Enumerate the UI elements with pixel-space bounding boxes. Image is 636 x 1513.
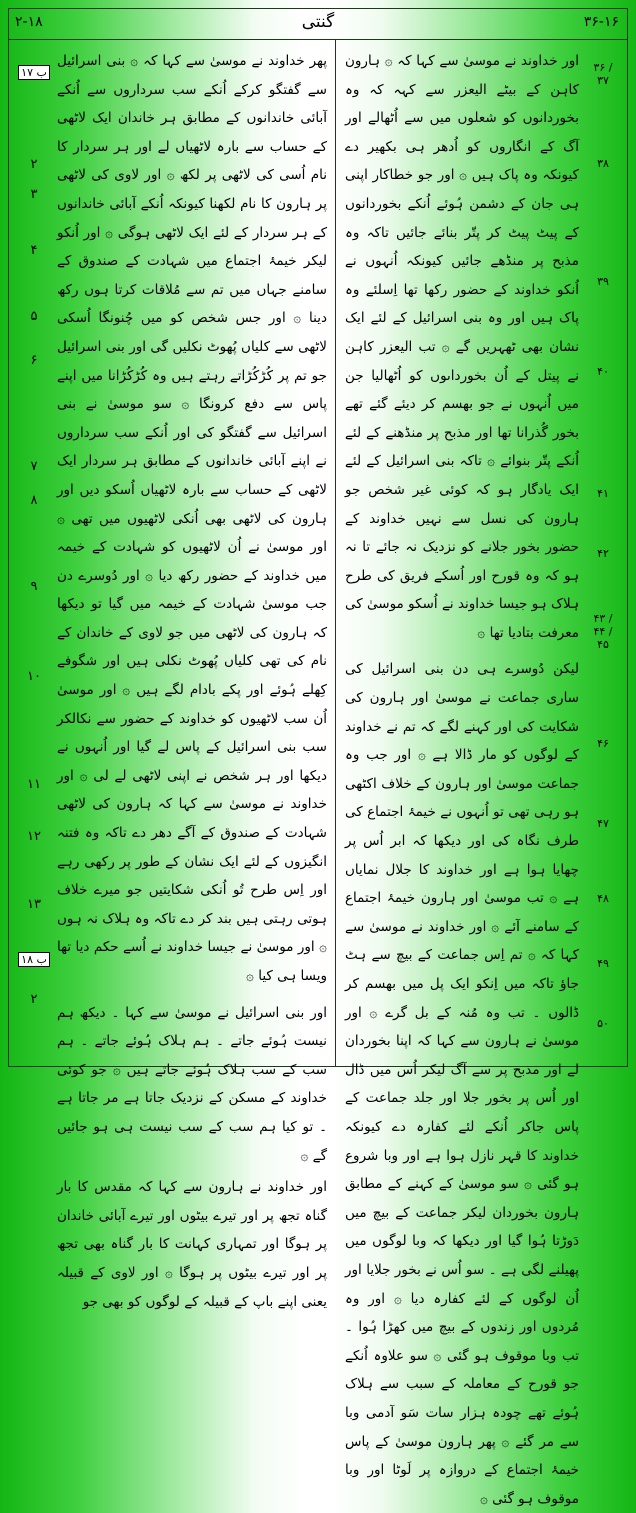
verse-number: ۴۳ / ۴۴ / ۴۵ xyxy=(593,612,613,651)
paragraph-right-2: لیکن دُوسرے ہی دن بنی اسرائیل کی ساری جماعت نے موسیٰ اور ہارون کی شکایت کی اور کہنے لگے کہ تم نے خداوند کے لوگوں کو مار ڈالا ہے ۞ اور جب وہ جماعت موسیٰ اور ہارون کے خلاف اکٹھی ہو رہی تھی تو اُنہوں نے خیمۂ اجتماع کی طرف نگاہ کی اور دیکھا کہ ابر اُس پر چھایا ہوا ہے اور خداوند کا جلال نمایاں ہے ۞ تب موسیٰ اور ہارون خیمۂ اجتماع کے سامنے آئے ۞ اور خداوند نے موسیٰ سے کہا کہ ۞ تم اِس جماعت کے بیچ سے ہٹ جاؤ تاکہ میں اِنکو ایک پل میں بھسم کر ڈالوں ۔ تب وہ مُنہ کے بل گرے ۞ اور موسیٰ نے ہارون سے کہا کہ اپنا بخوردان لے اور مذبح پر سے آگ لیکر اُس میں ڈال اور اُس پر بخور جلا اور جلد جماعت کے پاس جاکر اُنکے لئے کفارہ دے کیونکہ خداوند کا قہر نازل ہوا ہے اور وبا شروع ہو گئی ۞ سو موسیٰ کے کہنے کے مطابق ہارون بخوردان لیکر جماعت کے بیچ میں دَوڑتا ہُوا گیا اور دیکھا کہ وبا لوگوں میں پھیلنے لگی ہے ۔ سو اُس نے بخور جلایا اور اُن لوگوں کے لئے کفارہ دیا ۞ اور وہ مُردوں اور زندوں کے بیچ میں کھڑا ہُوا ۔ تب وبا موقوف ہو گئی ۞ سو علاوہ اُنکے جو قورح کے معاملہ کے سبب سے ہلاک ہُوئے تھے چودہ ہزار سات سَو آدمی وبا سے مر گئے ۞ پھر ہارون موسیٰ کے پاس خیمۂ اجتماع کے دروازہ پر لَوٹا اور وبا موقوف ہو گئی ۞ xyxy=(345,661,579,1507)
verse-numbers-left xyxy=(17,47,51,1057)
chapter-mark xyxy=(17,952,51,967)
verse-number: ۱۳ xyxy=(27,897,41,912)
verse-number: ۶ xyxy=(30,353,38,368)
verse-number: ۴۶ xyxy=(597,737,609,750)
verse-number: ۵۰ xyxy=(597,1017,609,1030)
left-column xyxy=(57,47,327,1310)
verse-number: ۴۲ xyxy=(597,547,609,560)
chapter-mark-top: ۱۷ ب xyxy=(18,65,50,80)
chapter-range-left: ۲-۱۸ xyxy=(15,14,43,30)
paragraph-left-3: اور خداوند نے ہارون سے کہا کہ مقدس کا بار گناہ تجھ پر اور تیرے بیٹوں اور تیرے آبائی خاندان پر ہوگا اور تمہاری کہانت کا بار گناہ بھی تجھ پر اور تیرے بیٹوں پر ہوگا ۞ اور لاوی کے قبیلہ یعنی اپنے باپ کے قبیلہ کے لوگوں کو بھی جو xyxy=(57,1179,327,1310)
verse-numbers-right xyxy=(587,47,619,1057)
verse-number: ۳ xyxy=(30,187,38,202)
verse-number: ۱۰ xyxy=(27,669,41,684)
page-frame xyxy=(8,8,628,1507)
verse-number: ۳۹ xyxy=(597,275,609,288)
verse-number: ۴۰ xyxy=(597,365,609,378)
verse-number: ۵ xyxy=(30,309,38,324)
chapter-range-right: ۳۶-۱۶ xyxy=(583,14,619,30)
verse-number: ۴۷ xyxy=(597,817,609,830)
verse-number: ۹ xyxy=(30,579,38,594)
chapter-mark xyxy=(17,65,51,80)
verse-number: ۲ xyxy=(30,992,38,1007)
verse-number: ۴۱ xyxy=(597,487,609,500)
verse-number: ۱۱ xyxy=(27,777,41,792)
page-header xyxy=(9,9,627,40)
verse-number: ۳۸ xyxy=(597,157,609,170)
verse-number: ۸ xyxy=(30,493,38,508)
right-column xyxy=(345,47,579,1507)
paragraph-left-1: پھر خداوند نے موسیٰ سے کہا کہ ۞ بنی اسرائیل سے گفتگو کرکے اُنکے سب سرداروں سے اُنکے آبائی خاندانوں کے مطابق ہر خاندان ایک لاٹھی کے حساب سے بارہ لاٹھیاں لے اور ہر سردار کا نام اُسی کی لاٹھی پر لکھ ۞ اور لاوی کی لاٹھی پر ہارون کا نام لکھنا کیونکہ اُنکے آبائی خاندانوں کے ہر سردار کے لئے ایک لاٹھی ہوگی ۞ اور اُنکو لیکر خیمۂ اجتماع میں شہادت کے صندوق کے سامنے جہاں میں تم سے مُلاقات کرتا ہوں رکھ دینا ۞ اور جس شخص کو میں چُنونگا اُسکی لاٹھی سے کلیاں پُھوٹ نکلیں گی اور بنی اسرائیل جو تم پر کُڑکُڑاتے رہتے ہیں وہ کُڑکُڑانا میں اپنے پاس سے دفع کرونگا ۞ سو موسیٰ نے بنی اسرائیل سے گفتگو کی اور اُنکے سب سرداروں نے اپنے آبائی خاندانوں کے مطابق ہر سردار ایک لاٹھی کے حساب سے بارہ لاٹھیاں اُسکو دیں اور ہارون کی لاٹھی بھی اُنکی لاٹھیوں میں تھی ۞ اور موسیٰ نے اُن لاٹھیوں کو شہادت کے خیمہ میں خداوند کے حضور رکھ دیا ۞ اور دُوسرے دن جب موسیٰ شہادت کے خیمہ میں گیا تو دیکھا کہ ہارون کی لاٹھی میں جو لاوی کے خاندان کے نام کی تھی کلیاں پُھوٹ نکلی ہیں اور شگوفے کِھلے ہُوئے اور پکے بادام لگے ہیں ۞ اور موسیٰ اُن سب لاٹھیوں کو خداوند کے حضور سے نکالکر سب بنی اسرائیل کے پاس لے گیا اور اُنہوں نے دیکھا اور ہر شخص نے اپنی لاٹھی لے لی ۞ اور خداوند نے موسیٰ سے کہا کہ ہارون کی لاٹھی شہادت کے صندوق کے آگے دھر دے تاکہ وہ فتنہ انگیزوں کے لئے ایک نشان کے طور پر رکھی رہے اور اِس طرح تُو اُنکی شکایتیں جو میرے خلاف ہوتی رہتی ہیں بند کر دے تاکہ وہ ہلاک نہ ہوں ۞ اور موسیٰ نے جیسا خداوند نے اُسے حکم دیا تھا ویسا ہی کیا ۞ xyxy=(57,53,327,984)
chapter-mark-bottom: ۱۸ ب xyxy=(18,952,50,967)
verse-number: ۴۹ xyxy=(597,957,609,970)
verse-number: ۴ xyxy=(30,243,38,258)
paragraph-right-1: اور خداوند نے موسیٰ سے کہا کہ ۞ ہارون کاہن کے بیٹے الیعزر سے کہہ کہ وہ بخوردانوں کو شعلوں میں سے اُٹھالے اور آگ کے انگاروں کو اُدھر ہی بکھیر دے کیونکہ وہ پاک ہیں ۞ اور جو خطاکار اپنی ہی جان کے دشمن ہُوئے اُنکے بخوردانوں کے پیٹ پیٹ کر پتّر بنائے جائیں تاکہ وہ مذبح پر منڈھے جائیں کیونکہ اُنہوں نے اُنکو خداوند کے حضور رکھا تھا اِسلئے وہ پاک ہیں اور وہ بنی اسرائیل کے لئے ایک نشان بھی ٹھہریں گے ۞ تب الیعزر کاہن نے پیتل کے اُن بخورداںوں کو اُٹھالیا جن میں اُنہوں نے جو بھسم کر دیئے گئے تھے بخور گُذرانا تھا اور مذبح پر منڈھنے کے لئے اُنکے پتّر بنوائے ۞ تاکہ بنی اسرائیل کے لئے ایک یادگار ہو کہ کوئی غیر شخص جو ہارون کی نسل سے نہیں خداوند کے حضور بخور جلانے کو نزدیک نہ جائے تا نہ ہو کہ وہ قورح اور اُسکے فریق کی طرح ہلاک ہو جیسا خداوند نے اُسکو موسیٰ کی معرفت بتادیا تھا ۞ xyxy=(345,53,579,641)
verse-number: ۲ xyxy=(30,157,38,172)
verse-number: ۳۶ / ۳۷ xyxy=(593,61,613,87)
book-title: گنتی xyxy=(301,12,335,32)
column-divider xyxy=(335,39,336,1066)
verse-number: ۷ xyxy=(30,459,38,474)
paragraph-left-2: اور بنی اسرائیل نے موسیٰ سے کہا ۔ دیکھ ہم نیست ہُوئے جاتے ۔ ہم ہلاک ہُوئے جاتے ۔ ہم سب کے سب ہلاک ہُوئے جاتے ہیں ۞ جو کوئی خداوند کے مسکن کے نزدیک جاتا ہے مر جاتا ہے ۔ تو کیا ہم سب کے سب نیست ہی ہو جائیں گے ۞ xyxy=(57,1004,327,1164)
verse-number: ۴۸ xyxy=(597,892,609,905)
verse-number: ۱۲ xyxy=(27,829,41,844)
